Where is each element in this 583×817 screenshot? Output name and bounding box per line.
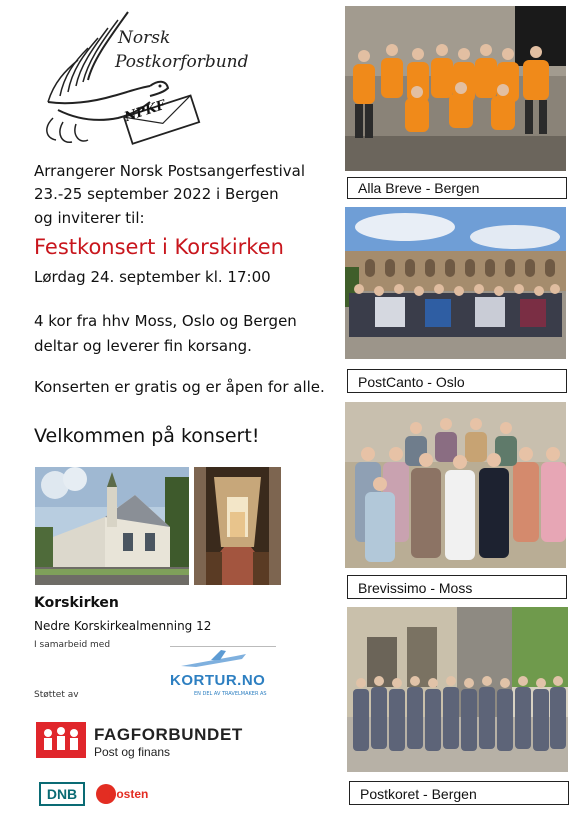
choir-caption-1: Alla Breve - Bergen xyxy=(347,177,567,199)
church-exterior-photo xyxy=(35,467,189,585)
fagforbundet-logo-mark xyxy=(36,722,86,758)
collab-label: I samarbeid med xyxy=(34,640,111,650)
kortur-name: KORTUR.NO xyxy=(170,672,266,689)
sponsor-label: Støttet av xyxy=(34,690,79,700)
choir-photo-alla-breve xyxy=(345,6,566,171)
kortur-tagline: EN DEL AV TRAVELMAKER AS xyxy=(194,691,267,697)
venue-name: Korskirken xyxy=(34,595,119,611)
choir-caption-4: Postkoret - Bergen xyxy=(349,781,569,805)
choirs-text-2: deltar og leverer fin korsang. xyxy=(34,337,252,355)
concert-date: Lørdag 24. september kl. 17:00 xyxy=(34,268,271,286)
concert-title: Festkonsert i Korskirken xyxy=(34,235,284,259)
venue-address: Nedre Korskirkealmenning 12 xyxy=(34,619,212,633)
choir-caption-3: Brevissimo - Moss xyxy=(347,575,567,599)
intro-line-1: Arrangerer Norsk Postsangerfestival xyxy=(34,162,306,180)
divider xyxy=(170,646,276,647)
dnb-logo: DNB xyxy=(39,782,85,806)
choir-photo-postkoret xyxy=(347,607,568,772)
logo-badge: NPKF xyxy=(122,97,168,126)
kortur-logo xyxy=(166,650,276,700)
posten-name: posten xyxy=(109,787,149,801)
logo-text-postkorforbund: Postkorforbund xyxy=(115,52,249,72)
choir-photo-brevissimo xyxy=(345,402,566,568)
choirs-text-1: 4 kor fra hhv Moss, Oslo og Bergen xyxy=(34,312,297,330)
logo-text-norsk: Norsk xyxy=(118,28,171,48)
airplane-icon xyxy=(166,650,276,672)
church-interior-photo xyxy=(194,467,281,585)
free-admission-text: Konserten er gratis og er åpen for alle. xyxy=(34,378,325,396)
fagforbundet-name: FAGFORBUNDET xyxy=(94,725,243,744)
choir-photo-postcanto xyxy=(345,207,566,359)
intro-line-3: og inviterer til: xyxy=(34,209,145,227)
choir-caption-2: PostCanto - Oslo xyxy=(347,369,567,393)
intro-line-2: 23.-25 september 2022 i Bergen xyxy=(34,185,279,203)
fagforbundet-sub: Post og finans xyxy=(94,745,171,759)
welcome-heading: Velkommen på konsert! xyxy=(34,425,260,447)
people-icon xyxy=(36,722,86,758)
